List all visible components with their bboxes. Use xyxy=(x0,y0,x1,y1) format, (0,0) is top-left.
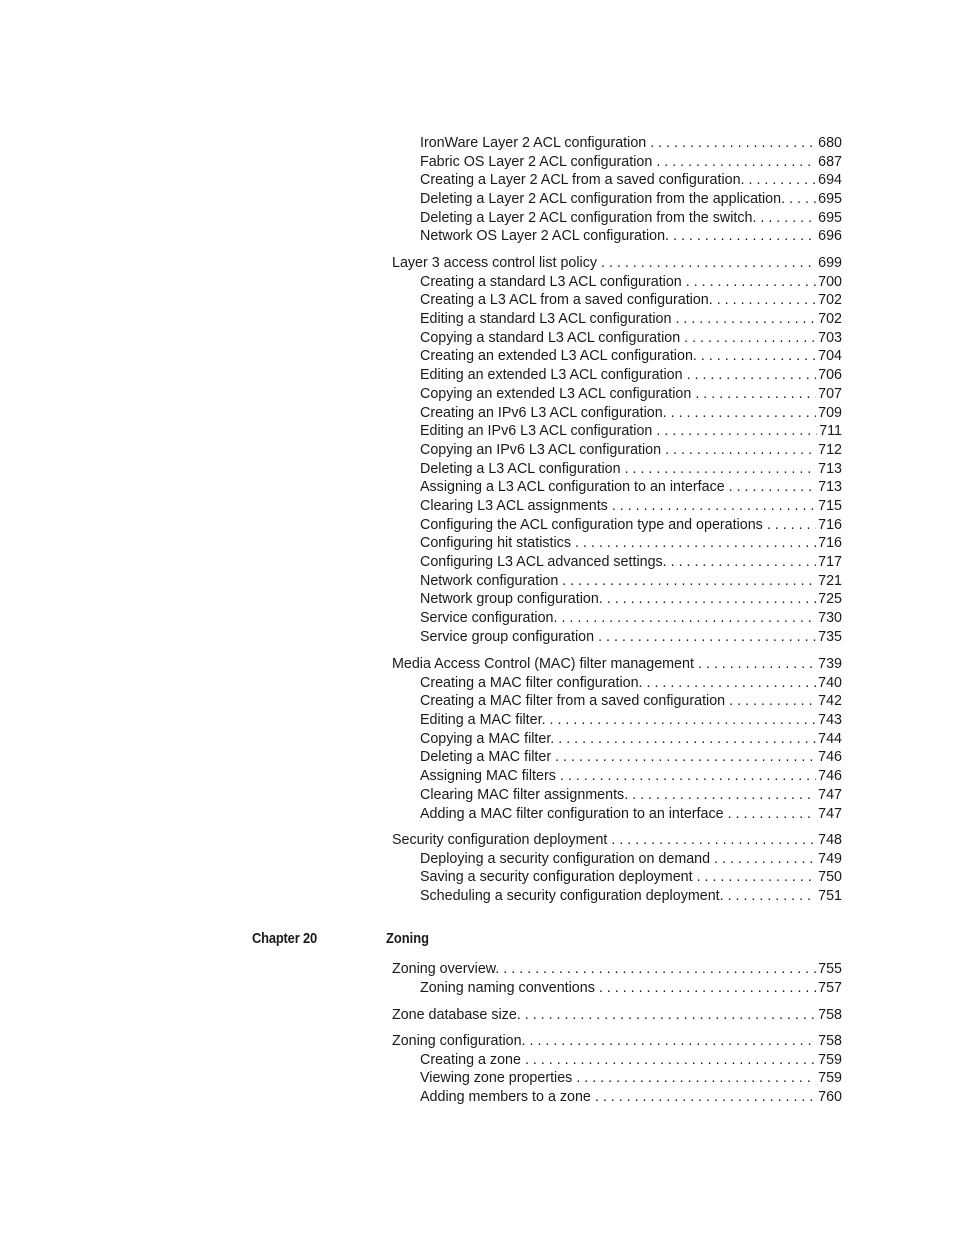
toc-entry[interactable] xyxy=(392,478,842,497)
chapter-title: Zoning xyxy=(386,930,429,947)
toc-entry[interactable] xyxy=(392,385,842,404)
toc-entry-page: 759 xyxy=(818,1051,842,1068)
toc-entry[interactable] xyxy=(392,366,842,385)
toc-entry-page: 735 xyxy=(818,628,842,645)
toc-entry-title: Zoning naming conventions xyxy=(420,979,595,996)
toc-entry-title: Creating a Layer 2 ACL from a saved configuration. xyxy=(420,172,745,189)
toc-entry[interactable] xyxy=(392,291,842,310)
dot-leader xyxy=(612,497,816,516)
toc-entry[interactable] xyxy=(392,831,842,850)
toc-entry-page: 740 xyxy=(818,674,842,691)
toc-entry-page: 709 xyxy=(818,404,842,421)
toc-entry-page: 704 xyxy=(818,348,842,365)
toc-entry-title: Zoning overview. xyxy=(392,961,500,977)
toc-entry[interactable] xyxy=(392,1069,842,1088)
toc-entry-title: Creating an extended L3 ACL configuration. xyxy=(420,348,697,365)
toc-entry-title: Assigning a L3 ACL configuration to an interface xyxy=(420,479,725,496)
dot-leader xyxy=(767,516,816,535)
toc-entry[interactable] xyxy=(392,767,842,786)
toc-entry[interactable] xyxy=(392,786,842,805)
dot-leader xyxy=(599,979,816,998)
toc-entry-page: 749 xyxy=(818,850,842,867)
toc-entry-title: Viewing zone properties xyxy=(420,1070,573,1087)
toc-entry-title: Copying a MAC filter. xyxy=(420,730,555,747)
toc-entry-title: Adding members to a zone xyxy=(420,1089,591,1106)
toc-entry-title: Security configuration deployment xyxy=(392,832,608,848)
toc-entry-page: 760 xyxy=(818,1089,842,1106)
dot-leader xyxy=(525,1006,816,1025)
dot-leader xyxy=(562,572,816,591)
toc-entry[interactable] xyxy=(392,655,842,674)
toc-entry[interactable] xyxy=(392,960,842,979)
toc-entry[interactable] xyxy=(392,748,842,767)
toc-entry-page: 706 xyxy=(818,367,842,384)
dot-leader xyxy=(607,590,816,609)
dot-leader xyxy=(530,1032,817,1051)
dot-leader xyxy=(675,310,816,329)
toc-entry[interactable] xyxy=(392,171,842,190)
toc-entry[interactable] xyxy=(392,273,842,292)
toc-entry-title: Clearing MAC filter assignments. xyxy=(420,786,629,803)
toc-entry-title: Copying a standard L3 ACL configuration xyxy=(420,329,681,346)
toc-entry-title: IronWare Layer 2 ACL configuration xyxy=(420,135,647,151)
dot-leader xyxy=(611,831,816,850)
toc-entry-page: 715 xyxy=(818,497,842,514)
toc-entry[interactable] xyxy=(392,310,842,329)
toc-entry-title: Deleting a L3 ACL configuration xyxy=(420,460,621,477)
dot-leader xyxy=(695,385,816,404)
toc-entry-title: Creating a MAC filter configuration. xyxy=(420,674,643,691)
toc-entry-title: Editing an extended L3 ACL configuration xyxy=(420,367,683,384)
toc-entry[interactable] xyxy=(392,190,842,209)
dot-leader xyxy=(561,609,816,628)
dot-leader xyxy=(555,748,816,767)
toc-entry-title: Deleting a Layer 2 ACL configuration from the switch. xyxy=(420,209,757,226)
toc-entry-title: Creating a MAC filter from a saved configuration xyxy=(420,693,726,710)
toc-entry-page: 742 xyxy=(818,693,842,710)
toc-entry-page: 747 xyxy=(818,805,842,822)
toc-entry-page: 717 xyxy=(818,554,842,570)
toc-entry-page: 755 xyxy=(818,961,842,977)
toc-entry[interactable] xyxy=(392,887,842,906)
toc-entry[interactable] xyxy=(392,534,842,553)
dot-leader xyxy=(714,850,816,869)
dot-leader xyxy=(558,730,816,749)
toc-entry-title: Deleting a Layer 2 ACL configuration from the application. xyxy=(420,191,786,208)
toc-entry-title: Fabric OS Layer 2 ACL configuration xyxy=(420,153,653,170)
toc-entry[interactable] xyxy=(392,227,842,246)
dot-leader xyxy=(550,711,817,730)
dot-leader xyxy=(525,1051,816,1070)
toc-entry[interactable] xyxy=(392,153,842,172)
toc-entry-title: Network group configuration. xyxy=(420,591,603,608)
toc-entry-title: Configuring L3 ACL advanced settings. xyxy=(420,554,667,570)
toc-entry-page: 721 xyxy=(818,572,842,589)
dot-leader xyxy=(789,190,816,209)
toc-entry[interactable] xyxy=(392,628,842,647)
toc-entry-title: Scheduling a security configuration deployment. xyxy=(420,888,724,905)
toc-entry[interactable] xyxy=(392,692,842,711)
toc-entry-title: Zoning configuration. xyxy=(392,1033,526,1049)
toc-entry[interactable] xyxy=(392,460,842,479)
toc-entry-title: Media Access Control (MAC) filter management xyxy=(392,656,694,672)
toc-entry[interactable] xyxy=(392,805,842,824)
toc-entry-title: Deleting a MAC filter xyxy=(420,749,552,766)
dot-leader xyxy=(647,674,817,693)
toc-entry[interactable] xyxy=(392,590,842,609)
toc-entry-title: Creating an IPv6 L3 ACL configuration. xyxy=(420,404,667,421)
toc-entry[interactable] xyxy=(392,553,842,572)
toc-entry[interactable] xyxy=(392,711,842,730)
toc-entry-page: 695 xyxy=(818,209,842,226)
toc-entry-page: 743 xyxy=(818,712,842,729)
toc-entry-title: Service group configuration xyxy=(420,628,595,645)
dot-leader xyxy=(575,534,816,553)
toc-entry-title: Deploying a security configuration on demand xyxy=(420,850,711,867)
toc-entry[interactable] xyxy=(392,1032,842,1051)
toc-entry-page: 751 xyxy=(818,888,842,905)
toc-entry-page: 694 xyxy=(818,172,842,189)
toc-section-security-deployment xyxy=(392,831,842,906)
toc-entry-title: Editing a standard L3 ACL configuration xyxy=(420,311,672,328)
dot-leader xyxy=(697,868,817,887)
toc-entry[interactable] xyxy=(392,730,842,749)
toc-entry[interactable] xyxy=(392,609,842,628)
toc-entry-title: Configuring the ACL configuration type and operations xyxy=(420,516,763,533)
dot-leader xyxy=(749,171,817,190)
toc-entry[interactable] xyxy=(392,347,842,366)
toc-entry-page: 680 xyxy=(818,135,842,151)
toc-entry-page: 748 xyxy=(818,832,842,848)
toc-section-zone-database xyxy=(392,1006,842,1025)
toc-entry-page: 702 xyxy=(818,292,842,309)
toc-entry-title: Copying an IPv6 L3 ACL configuration xyxy=(420,441,662,458)
toc-entry[interactable] xyxy=(392,134,842,153)
toc-entry-page: 758 xyxy=(818,1033,842,1049)
toc-entry-title: Editing a MAC filter. xyxy=(420,712,546,729)
toc-entry-page: 713 xyxy=(818,479,842,496)
toc-entry-page: 746 xyxy=(818,749,842,766)
toc-entry-page: 695 xyxy=(818,191,842,208)
toc-entry[interactable] xyxy=(392,209,842,228)
toc-entry[interactable] xyxy=(392,422,842,441)
toc-entry[interactable] xyxy=(392,329,842,348)
dot-leader xyxy=(673,227,816,246)
dot-leader xyxy=(650,134,816,153)
dot-leader xyxy=(698,655,816,674)
toc-entry-page: 758 xyxy=(818,1007,842,1023)
toc-entry-page: 702 xyxy=(818,311,842,328)
dot-leader xyxy=(560,767,816,786)
toc-entry[interactable] xyxy=(392,979,842,998)
toc-entry-page: 711 xyxy=(819,423,842,440)
dot-leader xyxy=(686,273,816,292)
toc-entry-page: 712 xyxy=(818,441,842,458)
toc-entry-page: 716 xyxy=(818,516,842,533)
toc-entry-title: Zone database size. xyxy=(392,1007,521,1023)
toc-entry[interactable] xyxy=(392,868,842,887)
dot-leader xyxy=(576,1069,816,1088)
toc-entry-page: 716 xyxy=(818,535,842,552)
dot-leader xyxy=(717,291,816,310)
toc-entry-page: 699 xyxy=(818,255,842,271)
toc-entry-title: Saving a security configuration deployment xyxy=(420,869,693,886)
toc-entry[interactable] xyxy=(392,1088,842,1107)
toc-entry[interactable] xyxy=(392,404,842,423)
toc-entry-page: 687 xyxy=(818,153,842,170)
dot-leader xyxy=(729,692,816,711)
dot-leader xyxy=(671,553,816,572)
toc-entry-title: Creating a L3 ACL from a saved configuration. xyxy=(420,292,713,309)
dot-leader xyxy=(595,1088,816,1107)
toc-entry[interactable] xyxy=(392,441,842,460)
toc-entry-page: 725 xyxy=(818,591,842,608)
dot-leader xyxy=(503,960,816,979)
toc-entry[interactable] xyxy=(392,516,842,535)
dot-leader xyxy=(598,628,816,647)
toc-section-zoning-configuration xyxy=(392,1032,842,1107)
toc-entry-title: Network configuration xyxy=(420,572,559,589)
toc-entry-page: 730 xyxy=(818,610,842,627)
toc-section-layer3 xyxy=(392,254,842,646)
dot-leader xyxy=(601,254,816,273)
dot-leader xyxy=(632,786,816,805)
toc-entry-page: 700 xyxy=(818,273,842,290)
toc-entry[interactable] xyxy=(392,572,842,591)
toc-entry-page: 744 xyxy=(818,730,842,747)
dot-leader xyxy=(701,347,816,366)
toc-entry-title: Service configuration. xyxy=(420,610,558,627)
toc-entry-page: 759 xyxy=(818,1070,842,1087)
dot-leader xyxy=(625,460,817,479)
toc-entry[interactable] xyxy=(392,497,842,516)
toc-entry-title: Clearing L3 ACL assignments xyxy=(420,497,608,514)
toc-section-layer2 xyxy=(392,134,842,246)
toc-entry-title: Network OS Layer 2 ACL configuration. xyxy=(420,228,669,245)
dot-leader xyxy=(729,478,816,497)
toc-entry-page: 746 xyxy=(818,768,842,785)
toc-entry-page: 739 xyxy=(818,656,842,672)
toc-entry[interactable] xyxy=(392,850,842,869)
toc-entry-page: 750 xyxy=(818,869,842,886)
toc-entry-title: Creating a standard L3 ACL configuration xyxy=(420,273,682,290)
toc-entry-title: Copying an extended L3 ACL configuration xyxy=(420,385,692,402)
toc-entry[interactable] xyxy=(392,1051,842,1070)
toc-entry[interactable] xyxy=(392,1006,842,1025)
toc-section-zoning-overview xyxy=(392,960,842,997)
toc-entry-page: 757 xyxy=(818,979,842,996)
dot-leader xyxy=(728,887,817,906)
dot-leader xyxy=(656,153,816,172)
dot-leader xyxy=(665,441,816,460)
toc-entry-page: 747 xyxy=(818,786,842,803)
dot-leader xyxy=(656,422,817,441)
toc-entry-title: Adding a MAC filter configuration to an interface xyxy=(420,805,724,822)
toc-entry[interactable] xyxy=(392,674,842,693)
toc-entry-title: Creating a zone xyxy=(420,1051,521,1068)
dot-leader xyxy=(671,404,816,423)
dot-leader xyxy=(684,329,816,348)
chapter-label: Chapter 20 xyxy=(252,930,317,947)
toc-entry[interactable] xyxy=(392,254,842,273)
toc-entry-page: 713 xyxy=(818,460,842,477)
toc-entry-page: 696 xyxy=(818,228,842,245)
toc-section-mac-filter xyxy=(392,655,842,823)
toc-entry-page: 707 xyxy=(818,385,842,402)
toc-entry-title: Layer 3 access control list policy xyxy=(392,255,598,271)
toc-entry-title: Assigning MAC filters xyxy=(420,768,556,785)
toc-entry-title: Editing an IPv6 L3 ACL configuration xyxy=(420,423,653,440)
toc-entry-title: Configuring hit statistics xyxy=(420,535,571,552)
dot-leader xyxy=(687,366,817,385)
toc-entry-page: 703 xyxy=(818,329,842,346)
dot-leader xyxy=(728,805,817,824)
dot-leader xyxy=(760,209,816,228)
